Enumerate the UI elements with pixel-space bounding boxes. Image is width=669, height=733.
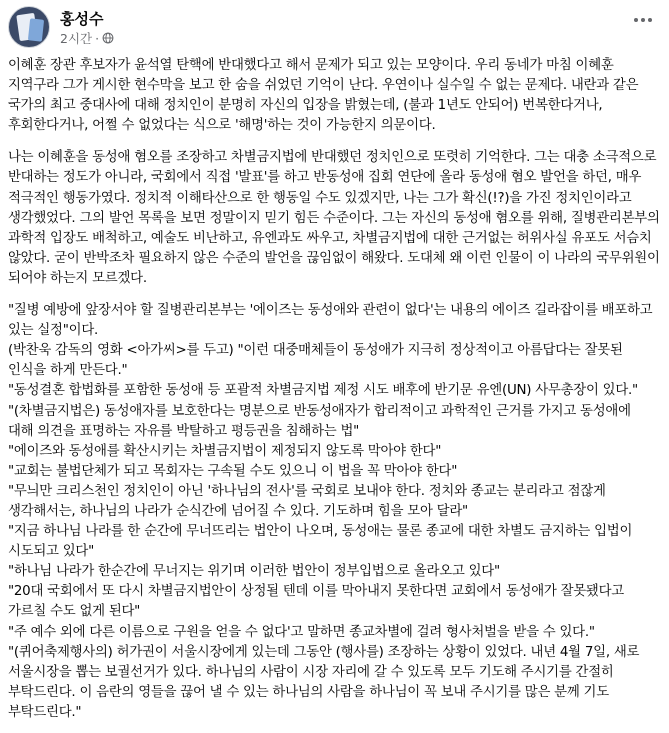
post-meta: [60, 29, 114, 47]
post-header: [8, 6, 661, 50]
meta-separator: ·: [95, 30, 100, 46]
paragraph: "동성결혼 합법화를 포함한 동성애 등 포괄적 차별금지법 제정 시도 배후에 반기문 유엔(UN) 사무총장이 있다.": [8, 383, 638, 399]
paragraph: "에이즈와 동성애를 확산시키는 차별금지법이 제정되지 않도록 막아야 한다": [8, 443, 442, 459]
paragraph: "(차별금지법은) 동성애자를 보호한다는 명분으로 반동성애자가 합리적이고 과학적인 근거를 가지고 동성애에 대해 의견을 표명하는 자유를 박탈하고 평등권을 침해하는 법": [8, 403, 631, 439]
paragraph: "주 예수 외에 다른 이름으로 구원을 얻을 수 없다'고 말하면 종교차별에 걸려 형사처벌을 받을 수 있다.": [8, 624, 595, 640]
paragraph: "무늬만 크리스천인 정치인이 아닌 '하나님의 전사'를 국회로 보내야 한다. 정치와 종교는 분리라고 점잖게 생각해서는, 하나님의 나라가 순식간에 넘어질 수 있다. 기도하며 힘을 모아 달라": [8, 483, 606, 519]
paragraph: "20대 국회에서 또 다시 차별금지법안이 상정될 텐데 이를 막아내지 못한다면 교회에서 동성애가 잘못됐다고 가르칠 수도 없게 된다": [8, 584, 624, 620]
paragraph: (박찬욱 감독의 영화 <아가씨>를 두고) "이런 대중매체들이 동성애가 지극히 정상적이고 아름답다는 잘못된 인식을 하게 만든다.": [8, 343, 623, 379]
post-body: [8, 56, 660, 723]
globe-icon: [102, 32, 114, 44]
paragraph: "(퀴어축제행사의) 허가권이 서울시장에게 있는데 그동안 (행사를) 조장하는 상황이 있었다. 내년 4월 7일, 새로 서울시장을 뽑는 보궐선거가 있다. 하나님의 사람이 시장 자리에 갈 수 있도록 모두 기도해 주시기를 간절히 부탁드린다. 이 음란의 영들을 끊어 낼 수 있는 하나님의 사람을 하나님이 꼭 보내 주시기를 많은 분께 기도 부탁드린다.": [8, 644, 640, 720]
more-options-icon[interactable]: [629, 10, 657, 30]
author-name[interactable]: 홍성수: [60, 10, 104, 28]
paragraph: 이혜훈 장관 후보자가 윤석열 탄핵에 반대했다고 해서 문제가 되고 있는 모양이다. 우리 동네가 마침 이혜훈 지역구라 그가 게시한 현수막을 보고 한 숨을 쉬었던 기억이 난다. 우연이나 실수일 수 없는 문제다. 내란과 같은 국가의 최고 중대사에 대해 정치인이 분명히 자신의 입장을 밝혔는데, (불과 1년도 안되어) 번복한다거나, 후회한다거나, 어쩔 수 없었다는 식으로 '해명'하는 것이 가능한지 의문이다.: [8, 58, 639, 134]
paragraph: "하나님 나라가 한순간에 무너지는 위기며 이러한 법안이 정부입법으로 올라오고 있다": [8, 564, 500, 580]
avatar[interactable]: [8, 6, 50, 48]
paragraph: "지금 하나님 나라를 한 순간에 무너뜨리는 법안이 나오며, 동성애는 물론 종교에 대한 차별도 금지하는 입법이 시도되고 있다": [8, 524, 633, 560]
paragraph: 나는 이혜훈을 동성애 혐오를 조장하고 차별금지법에 반대했던 정치인으로 또렷히 기억한다. 그는 대충 소극적으로 반대하는 정도가 아니라, 국회에서 직접 '발표'를 하고 반동성애 집회 연단에 올라 동성애 혐오 발언을 하던, 매우 적극적인 행동가였다. 정치적 이해타산으로 한 행동일 수도 있겠지만, 나는 그가 확신(!?)을 가진 정치인이라고 생각했었다. 그의 발언 목록을 보면 정말이지 믿기 힘든 수준이다. 그는 자신의 동성애 혐오를 위해, 질병관리본부의 과학적 입장도 배척하고, 예술도 비난하고, 유엔과도 싸우고, 차별금지법에 대한 근거없는 허위사실 유포도 서슴치 않았다. 굳이 반박조차 필요하지 않은 수준의 발언을 끊임없이 해왔다. 도대체 왜 이런 인물이 이 나라의 국무위원이 되어야 하는지 모르겠다.: [8, 150, 660, 286]
paragraph: "질병 예방에 앞장서야 할 질병관리본부는 '에이즈는 동성애와 관련이 없다'는 내용의 에이즈 길라잡이를 배포하고 있는 실정"이다.: [8, 303, 653, 339]
paragraph: "교회는 불법단체가 되고 목회자는 구속될 수도 있으니 이 법을 꼭 막아야 한다": [8, 463, 458, 479]
post-time[interactable]: 2시간: [60, 31, 93, 46]
